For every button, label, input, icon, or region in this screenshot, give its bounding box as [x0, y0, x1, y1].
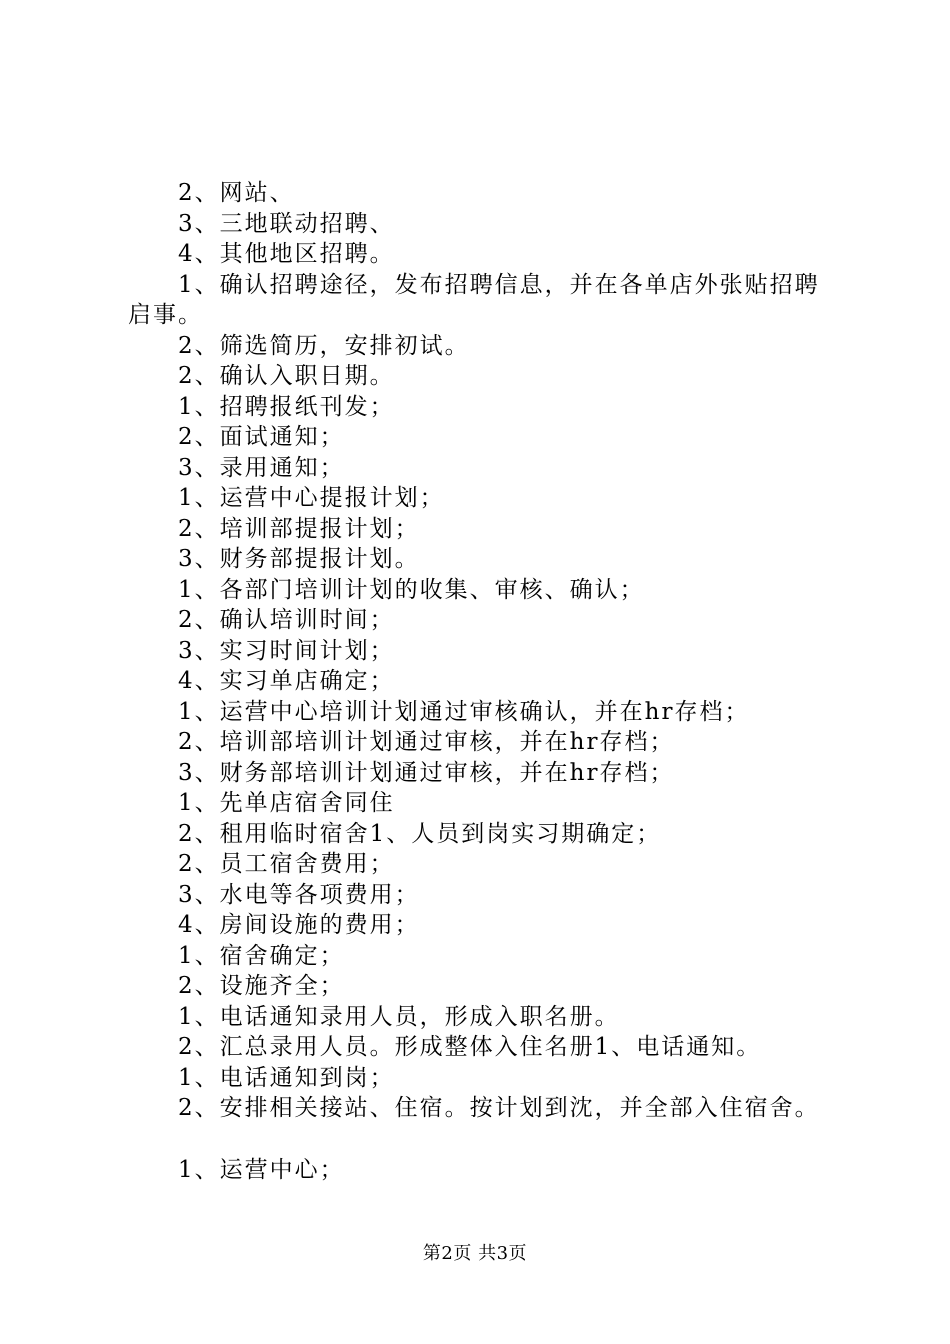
paragraph: 1、各部门培训计划的收集、审核、确认；: [178, 576, 645, 603]
paragraph: 4、实习单店确定；: [178, 668, 395, 694]
paragraph: 3、水电等各项费用；: [178, 881, 420, 908]
paragraph: 1、确认招聘途径，发布招聘信息，并在各单店外张贴招聘启事。: [128, 271, 820, 328]
paragraph: 3、录用通知；: [178, 454, 345, 481]
document-body: [128, 178, 838, 1185]
paragraph: 1、运营中心提报计划；: [178, 485, 445, 511]
paragraph: 1、运营中心培训计划通过审核确认，并在hr存档；: [178, 698, 750, 725]
paragraph: 2、网站、: [178, 180, 295, 206]
paragraph: 1、电话通知到岗；: [178, 1064, 395, 1091]
paragraph: 3、财务部提报计划。: [178, 546, 420, 572]
paragraph: 3、实习时间计划；: [178, 637, 395, 664]
paragraph: 4、其他地区招聘。: [178, 241, 395, 267]
paragraph: 2、确认培训时间；: [178, 607, 395, 633]
paragraph: 2、汇总录用人员。形成整体入住名册1、电话通知。: [178, 1034, 762, 1060]
paragraph: 3、财务部培训计划通过审核，并在hr存档；: [178, 759, 675, 786]
paragraph: 2、培训部提报计划；: [178, 515, 420, 542]
paragraph: 1、宿舍确定；: [178, 942, 345, 969]
paragraph: 1、先单店宿舍同住: [178, 790, 395, 816]
paragraph: 2、租用临时宿舍1、人员到岗实习期确定；: [178, 820, 662, 847]
paragraph: 2、员工宿舍费用；: [178, 851, 395, 877]
paragraph: 2、安排相关接站、住宿。按计划到沈，并全部入住宿舍。: [178, 1095, 820, 1121]
paragraph: 2、确认入职日期。: [178, 363, 395, 389]
paragraph: 1、电话通知录用人员，形成入职名册。: [178, 1003, 620, 1030]
page-number: 第2页 共3页: [422, 1243, 528, 1264]
paragraph: 1、运营中心；: [178, 1156, 345, 1183]
paragraph: 2、筛选简历，安排初试。: [178, 332, 470, 359]
paragraph: 2、培训部培训计划通过审核，并在hr存档；: [178, 729, 675, 755]
paragraph: 2、面试通知；: [178, 424, 345, 450]
paragraph: 4、房间设施的费用；: [178, 912, 420, 938]
page-footer: [0, 1242, 950, 1266]
paragraph: 2、设施齐全；: [178, 973, 345, 999]
paragraph: 3、三地联动招聘、: [178, 210, 395, 237]
paragraph: 1、招聘报纸刊发；: [178, 393, 395, 420]
